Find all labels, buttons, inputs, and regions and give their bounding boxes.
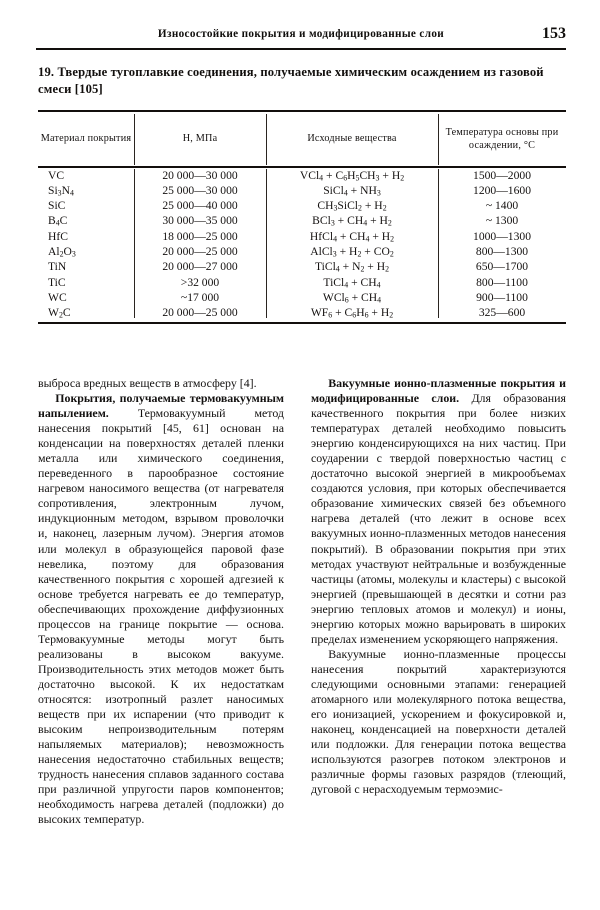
page-number: 153 bbox=[542, 25, 566, 42]
table-cell: VC bbox=[48, 168, 65, 182]
column-header-temperature: Температура основы при осаждении, °C bbox=[445, 126, 559, 152]
column-header-material: Материал покрытия bbox=[40, 133, 132, 145]
paragraph-left-2-text: Термовакуумный метод нанесения покрытий [45, 61] основан на конденсации на поверхностях деталей пленки металла или химического соединения, переведенного в парообразное состояние нагревом наносимого вещества (от нагревателя сопротивления, электронным лучом, индукционным методом, взрывом проволочки и, наконец, лазерным лучом). Энергия атомов или молекул в образующейся паровой фазе невелика, поэтому для образования качественного покрытия с хорошей адгезией к основе требуется нагревать ее до температур, обеспечивающих прохождение диффузионных процессов на границе покрытие — основа. Термовакуумные методы могут быть реализованы в высоком вакууме. Производительность этих методов может быть достаточно высокой. К их недостаткам относятся: изотропный разлет наносимых веществ при их испарении (что приводит к высоким непроизводительным потерям напыляемых материалов); невозможность нанесения недостаточно стабильных веществ; трудность нанесения сплавов заданного состава при различной упругости паров компонентов; необходимость нагрева деталей (подложки) до высоких температур. bbox=[38, 406, 284, 827]
table-cell: 650—1700 bbox=[475, 260, 529, 274]
table-cell: 900—1100 bbox=[476, 290, 528, 304]
paragraph-left-1: выброса вредных веществ в атмосферу [4]. bbox=[38, 376, 257, 390]
table-cell: WC bbox=[48, 290, 67, 304]
table-cell: 800—1300 bbox=[475, 245, 529, 259]
table-cell: HfCl$_4$ + $CH_4 + H_2$ bbox=[309, 229, 395, 244]
table-cell: $Al_2O_3$ bbox=[48, 245, 76, 259]
table-cell: 20 000—27 000 bbox=[162, 260, 238, 274]
table-cell: AlCl$_3$ + $H_2 + CO_2$ bbox=[310, 245, 394, 259]
table-cell: SiC bbox=[48, 199, 66, 213]
table-cell: TiC bbox=[48, 275, 66, 289]
table-cell: >32 000 bbox=[180, 275, 220, 289]
table-column-material bbox=[38, 168, 134, 321]
paragraph-left-2 bbox=[38, 391, 284, 827]
table-column-temperature bbox=[438, 168, 566, 321]
run-in-heading-ion-plasma: Вакуумные ионно-плазменные покрытия и модифицированные слои. bbox=[311, 376, 566, 406]
table-cell: 800—1100 bbox=[476, 275, 528, 289]
paragraph-right-1 bbox=[311, 376, 566, 647]
table-cell: TiCl$_4$ + $N_2 + H_2$ bbox=[314, 260, 390, 275]
table-cell: 1500—2000 bbox=[473, 168, 531, 182]
table-cell: 25 000—40 000 bbox=[162, 199, 238, 213]
table-bottom-border bbox=[38, 322, 566, 324]
table-cell: $Si_3N_4$ bbox=[48, 183, 74, 198]
table-cell: 25 000—30 000 bbox=[162, 183, 238, 197]
table-cell: 325—600 bbox=[478, 306, 526, 320]
table-cell: $WCl_6 + CH_4$ bbox=[322, 290, 382, 305]
running-head bbox=[36, 25, 566, 48]
table-cell: $W_2C$ bbox=[48, 306, 71, 320]
run-in-heading-thermovacuum: Покрытия, получаемые термовакуумным напылением. bbox=[38, 391, 284, 421]
table-cell: SiCl$_4$ + $NH_3$ bbox=[323, 183, 381, 198]
table-cell: 20 000—25 000 bbox=[162, 245, 238, 259]
table-column-hardness bbox=[134, 168, 266, 321]
table-cell: $CH_3SiCl_2 + H_2$ bbox=[317, 199, 387, 213]
table-cell: HfC bbox=[48, 229, 68, 243]
table-caption: 19. Твердые тугоплавкие соединения, получаемые химическим осаждением из газовой смеси [105] bbox=[38, 65, 544, 96]
paragraph-right-1-text: Для образования качественного покрытия при более низких температурах деталей необходимо повысить энергию конденсирующихся на них частиц. При соударении с твердой поверхностью частиц с достаточно высокой энергией в микрообъемах создаются условия, при которых обеспечивается образование химических связей без объемного нагрева деталей (что лежит в основе всех вакуумных ионно-плазменных методов нанесения покрытий). В образовании покрытия при этих методах участвуют нейтральные и возбужденные частицы (атомы, молекулы и кластеры) с высокой энергией (превышающей в десятки и сотни раз энергию тепловых атомов и молекул) и ионы, энергию которых можно варьировать в широких пределах изменением ускоряющего напряжения. bbox=[311, 391, 566, 646]
running-head-title: Износостойкие покрытия и модифицированные слои bbox=[157, 28, 445, 40]
header-rule bbox=[36, 48, 566, 50]
table-cell: TiN bbox=[48, 260, 67, 274]
table-cell: 1200—1600 bbox=[473, 183, 531, 197]
table-cell: $WF_6 + C_6H_6 + H_2$ bbox=[310, 306, 394, 320]
table-cell: 30 000—35 000 bbox=[162, 214, 238, 228]
table-body bbox=[38, 168, 566, 322]
table-cell: ~ 1300 bbox=[485, 214, 519, 228]
table-cell: $VCl_4 + C_6H_5CH_3 + H_2$ bbox=[299, 168, 405, 183]
table-cell: ~ 1400 bbox=[485, 199, 519, 213]
table-cell: TiCl$_4$ + $CH_4$ bbox=[323, 275, 381, 290]
table-cell: ~17 000 bbox=[180, 290, 220, 304]
table-header-row bbox=[38, 112, 566, 166]
body-text-left-column bbox=[38, 376, 284, 827]
table-cell: 1000—1300 bbox=[473, 229, 531, 243]
table-cell: 20 000—30 000 bbox=[162, 168, 238, 182]
data-table bbox=[38, 110, 566, 324]
body-text-right-column bbox=[311, 376, 566, 797]
column-header-hardness: Н, МПа bbox=[182, 133, 218, 145]
table-cell: $BCl_3 + CH_4 + H_2$ bbox=[312, 214, 392, 229]
paragraph-right-2: Вакуумные ионно-плазменные процессы нанесения покрытий характеризуются следующими основными этапами: генерацией атомарного или молекулярного потока вещества, его ионизацией, ускорением и фокусировкой и, наконец, конденсацией на поверхности деталей или подложки. Для генерации потока вещества используются разогрев потоком электронов и различные формы газовых разрядов (тлеющий, дуговой с нерасходуемым термоэмис- bbox=[311, 646, 566, 797]
table-cell: 18 000—25 000 bbox=[162, 229, 238, 243]
table-cell: $B_4C$ bbox=[48, 214, 68, 229]
table-cell: 20 000—25 000 bbox=[162, 306, 238, 320]
table-column-source bbox=[266, 168, 438, 321]
column-header-source: Исходные вещества bbox=[307, 133, 397, 145]
